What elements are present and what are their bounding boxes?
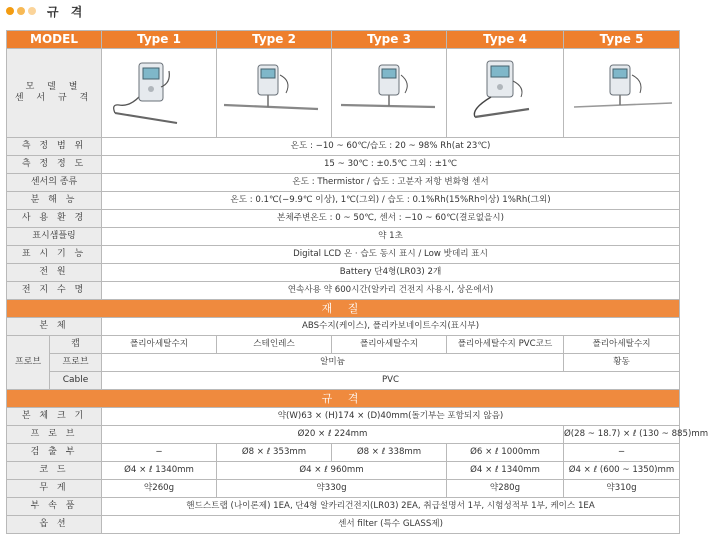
type1-sensor-image [102, 49, 217, 138]
type-header: Type 5 [564, 31, 680, 49]
dimension-row [7, 462, 680, 480]
probe-dim-value: Ø20 × ℓ 224mm [102, 426, 564, 444]
option-label: 옵 션 [7, 516, 102, 534]
spec-row [7, 264, 680, 282]
bullet-dot-icon [17, 7, 25, 15]
sensor-device-icon [105, 57, 213, 129]
bullet-dot-icon [28, 7, 36, 15]
cord-value: Ø4 × ℓ 960mm [217, 462, 447, 480]
spec-row [7, 174, 680, 192]
section-row-dimensions [7, 390, 680, 408]
spec-label: 전 원 [7, 264, 102, 282]
spec-row [7, 156, 680, 174]
section-row-material [7, 300, 680, 318]
cap-value: 폴리아세탈수지 [332, 336, 447, 354]
probe-value: 알미늄 [102, 354, 564, 372]
weight-label: 무 게 [7, 480, 102, 498]
detector-value: − [564, 444, 680, 462]
spec-row [7, 210, 680, 228]
spec-row [7, 228, 680, 246]
section-title: 재 질 [7, 300, 680, 318]
type4-sensor-image [447, 49, 564, 138]
sensor-device-icon [220, 57, 328, 129]
page-title: 규 격 [47, 4, 87, 19]
spec-value: Battery 단4형(LR03) 2개 [102, 264, 680, 282]
cord-value: Ø4 × ℓ (600 ~ 1350)mm [564, 462, 680, 480]
detector-value: Ø8 × ℓ 353mm [217, 444, 332, 462]
cap-value: 폴리아세탈수지 [102, 336, 217, 354]
sensor-device-icon [451, 57, 559, 129]
spec-label: 표 시 기 능 [7, 246, 102, 264]
type5-sensor-image [564, 49, 680, 138]
type-header: Type 3 [332, 31, 447, 49]
dimension-row [7, 408, 680, 426]
material-row [7, 336, 680, 354]
material-row [7, 372, 680, 390]
header-row [7, 31, 680, 49]
spec-label: 측 정 정 도 [7, 156, 102, 174]
type-header: Type 2 [217, 31, 332, 49]
detector-value: − [102, 444, 217, 462]
spec-label: 전 지 수 명 [7, 282, 102, 300]
spec-label: 센서의 종류 [7, 174, 102, 192]
spec-row [7, 282, 680, 300]
bullet-dot-icon [6, 7, 14, 15]
image-row-label: 모 델 별 센 서 규 격 [7, 49, 102, 138]
spec-value: 온도 : −10 ~ 60℃/습도 : 20 ~ 98% Rh(at 23℃) [102, 138, 680, 156]
cap-label: 캡 [50, 336, 102, 354]
type3-sensor-image [332, 49, 447, 138]
type-header: Type 4 [447, 31, 564, 49]
weight-value: 약330g [217, 480, 447, 498]
section-title: 규 격 [7, 390, 680, 408]
option-value: 센서 filter (특수 GLASS제) [102, 516, 680, 534]
spec-value: 온도 : Thermistor / 습도 : 고분자 저항 변화형 센서 [102, 174, 680, 192]
spec-row [7, 192, 680, 210]
accessory-value: 핸드스트랩 (나이론제) 1EA, 단4형 알카리건전지(LR03) 2EA, 취급설명서 1부, 시험성적부 1부, 케이스 1EA [102, 498, 680, 516]
weight-value: 약260g [102, 480, 217, 498]
cord-label: 코 드 [7, 462, 102, 480]
type2-sensor-image [217, 49, 332, 138]
cord-value: Ø4 × ℓ 1340mm [447, 462, 564, 480]
probe-dim-label: 프 로 브 [7, 426, 102, 444]
spec-row [7, 138, 680, 156]
spec-label: 분 해 능 [7, 192, 102, 210]
material-row [7, 318, 680, 336]
model-header: MODEL [7, 31, 102, 49]
body-value: ABS수지(케이스), 폴리카보네이트수지(표시부) [102, 318, 680, 336]
accessory-label: 부 속 품 [7, 498, 102, 516]
spec-value: 15 ~ 30℃ : ±0.5℃ 그외 : ±1℃ [102, 156, 680, 174]
dimension-row [7, 480, 680, 498]
spec-value: Digital LCD 온 · 습도 동시 표시 / Low 밧데리 표시 [102, 246, 680, 264]
body-label: 본 체 [7, 318, 102, 336]
cable-label: Cable [50, 372, 102, 390]
type-header: Type 1 [102, 31, 217, 49]
cap-value: 스테인레스 [217, 336, 332, 354]
material-row [7, 354, 680, 372]
size-value: 약(W)63 × (H)174 × (D)40mm(돌기부는 포함되지 않음) [102, 408, 680, 426]
sensor-device-icon [335, 57, 443, 129]
spec-table [6, 30, 708, 534]
cap-value: 폴리아세탈수지 [564, 336, 680, 354]
detector-value: Ø8 × ℓ 338mm [332, 444, 447, 462]
cable-value: PVC [102, 372, 680, 390]
probe-group-label: 프로브 [7, 336, 50, 390]
sensor-device-icon [568, 57, 676, 129]
weight-value: 약280g [447, 480, 564, 498]
cap-value: 폴리아세탈수지 PVC코드 [447, 336, 564, 354]
spec-value: 본체주변온도 : 0 ~ 50℃, 센서 : −10 ~ 60℃(결로없을시) [102, 210, 680, 228]
detector-label: 검 출 부 [7, 444, 102, 462]
section-header [6, 2, 86, 20]
probe-label: 프로브 [50, 354, 102, 372]
spec-label: 측 정 범 위 [7, 138, 102, 156]
weight-value: 약310g [564, 480, 680, 498]
size-label: 본 체 크 기 [7, 408, 102, 426]
dimension-row [7, 426, 680, 444]
dimension-row [7, 516, 680, 534]
spec-row [7, 246, 680, 264]
dimension-row [7, 444, 680, 462]
detector-value: Ø6 × ℓ 1000mm [447, 444, 564, 462]
spec-label: 표시샘플링 [7, 228, 102, 246]
spec-value: 온도 : 0.1℃(−9.9℃ 이상), 1℃(그외) / 습도 : 0.1%Rh(15%Rh이상) 1%Rh(그외) [102, 192, 680, 210]
probe-dim-value: Ø(28 ~ 18.7) × ℓ (130 ~ 885)mm [564, 426, 680, 444]
dimension-row [7, 498, 680, 516]
image-row [7, 49, 680, 138]
spec-value: 약 1초 [102, 228, 680, 246]
probe-value: 황동 [564, 354, 680, 372]
spec-label: 사 용 환 경 [7, 210, 102, 228]
cord-value: Ø4 × ℓ 1340mm [102, 462, 217, 480]
spec-value: 연속사용 약 600시간(알카리 건전지 사용시, 상온에서) [102, 282, 680, 300]
